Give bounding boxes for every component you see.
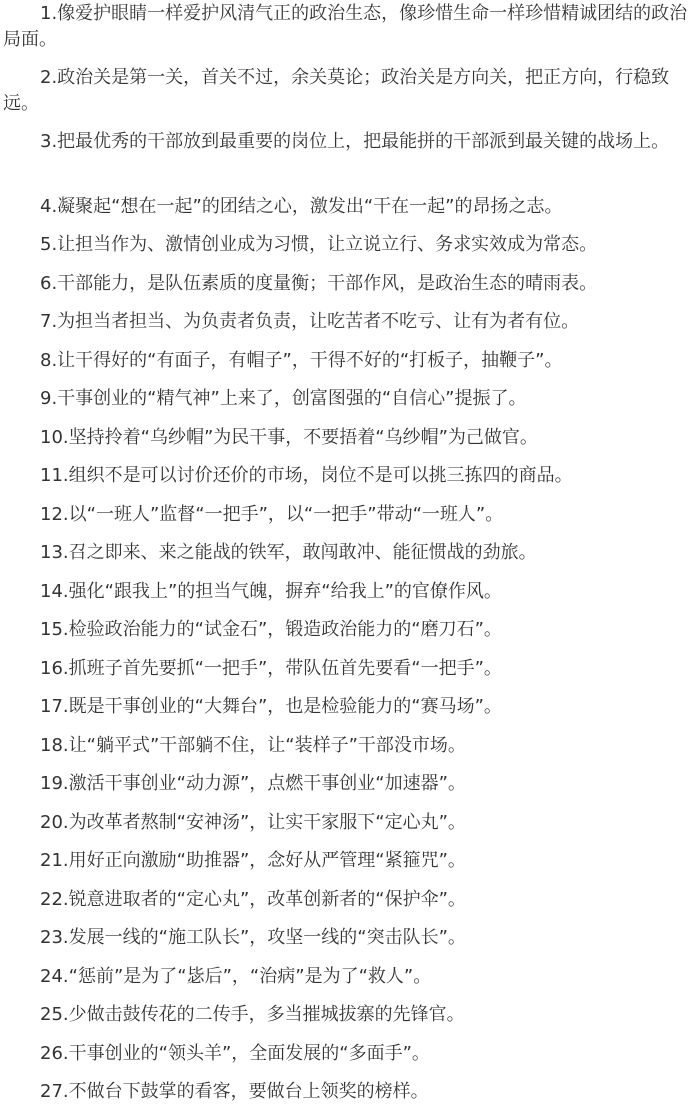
- paragraph-2: 2.政治关是第一关，首关不过，余关莫论；政治关是方向关，把正方向，行稳致远。: [3, 67, 670, 114]
- paragraph-8: 8.让干得好的“有面子，有帽子”，干得不好的“打板子，抽鞭子”。: [40, 350, 563, 371]
- paragraph-17: 17.既是干事创业的“大舞台”，也是检验能力的“赛马场”。: [40, 696, 502, 717]
- paragraph-19: 19.激活干事创业“动力源”，点燃干事创业“加速器”。: [40, 773, 466, 794]
- paragraph-3: 3.把最优秀的干部放到最重要的岗位上，把最能拼的干部派到最关键的战场上。: [40, 131, 670, 152]
- paragraph-14: 14.强化“跟我上”的担当气魄，摒弃“给我上”的官僚作风。: [40, 581, 502, 602]
- paragraph-25: 25.少做击鼓传花的二传手，多当摧城拔寨的先锋官。: [40, 1004, 465, 1025]
- paragraph-21: 21.用好正向激励“助推器”，念好从严管理“紧箍咒”。: [40, 850, 466, 871]
- paragraph-20: 20.为改革者熬制“安神汤”，让实干家服下“定心丸”。: [40, 812, 466, 833]
- paragraph-10: 10.坚持拎着“乌纱帽”为民干事，不要捂着“乌纱帽”为己做官。: [40, 427, 538, 448]
- paragraph-15: 15.检验政治能力的“试金石”，锻造政治能力的“磨刀石”。: [40, 619, 502, 640]
- paragraph-23: 23.发展一线的“施工队长”，攻坚一线的“突击队长”。: [40, 927, 466, 948]
- paragraph-27: 27.不做台下鼓掌的看客，要做台上领奖的榜样。: [40, 1081, 429, 1102]
- paragraph-9: 9.干事创业的“精气神”上来了，创富图强的“自信心”提振了。: [40, 388, 527, 409]
- paragraph-24: 24.“惩前”是为了“毖后”，“治病”是为了“救人”。: [40, 966, 432, 987]
- paragraph-22: 22.锐意进取者的“定心丸”，改革创新者的“保护伞”。: [40, 889, 466, 910]
- paragraph-6: 6.干部能力，是队伍素质的度量衡；干部作风，是政治生态的晴雨表。: [40, 273, 598, 294]
- paragraph-1: 1.像爱护眼睛一样爱护风清气正的政治生态，像珍惜生命一样珍惜精诚团结的政治局面。: [3, 3, 688, 50]
- paragraph-5: 5.让担当作为、激情创业成为习惯，让立说立行、务求实效成为常态。: [40, 234, 598, 255]
- paragraph-26: 26.干事创业的“领头羊”，全面发展的“多面手”。: [40, 1043, 430, 1064]
- paragraph-4: 4.凝聚起“想在一起”的团结之心，激发出“干在一起”的昂扬之志。: [40, 196, 563, 217]
- paragraph-16: 16.抓班子首先要抓“一把手”，带队伍首先要看“一把手”。: [40, 658, 502, 679]
- paragraph-13: 13.召之即来、来之能战的铁军，敢闯敢冲、能征惯战的劲旅。: [40, 542, 537, 563]
- paragraph-7: 7.为担当者担当、为负责者负责，让吃苦者不吃亏、让有为者有位。: [40, 311, 580, 332]
- paragraph-11: 11.组织不是可以讨价还价的市场，岗位不是可以挑三拣四的商品。: [40, 465, 573, 486]
- paragraph-18: 18.让“躺平式”干部躺不住，让“装样子”干部没市场。: [40, 735, 466, 756]
- paragraph-12: 12.以“一班人”监督“一把手”，以“一把手”带动“一班人”。: [40, 504, 504, 525]
